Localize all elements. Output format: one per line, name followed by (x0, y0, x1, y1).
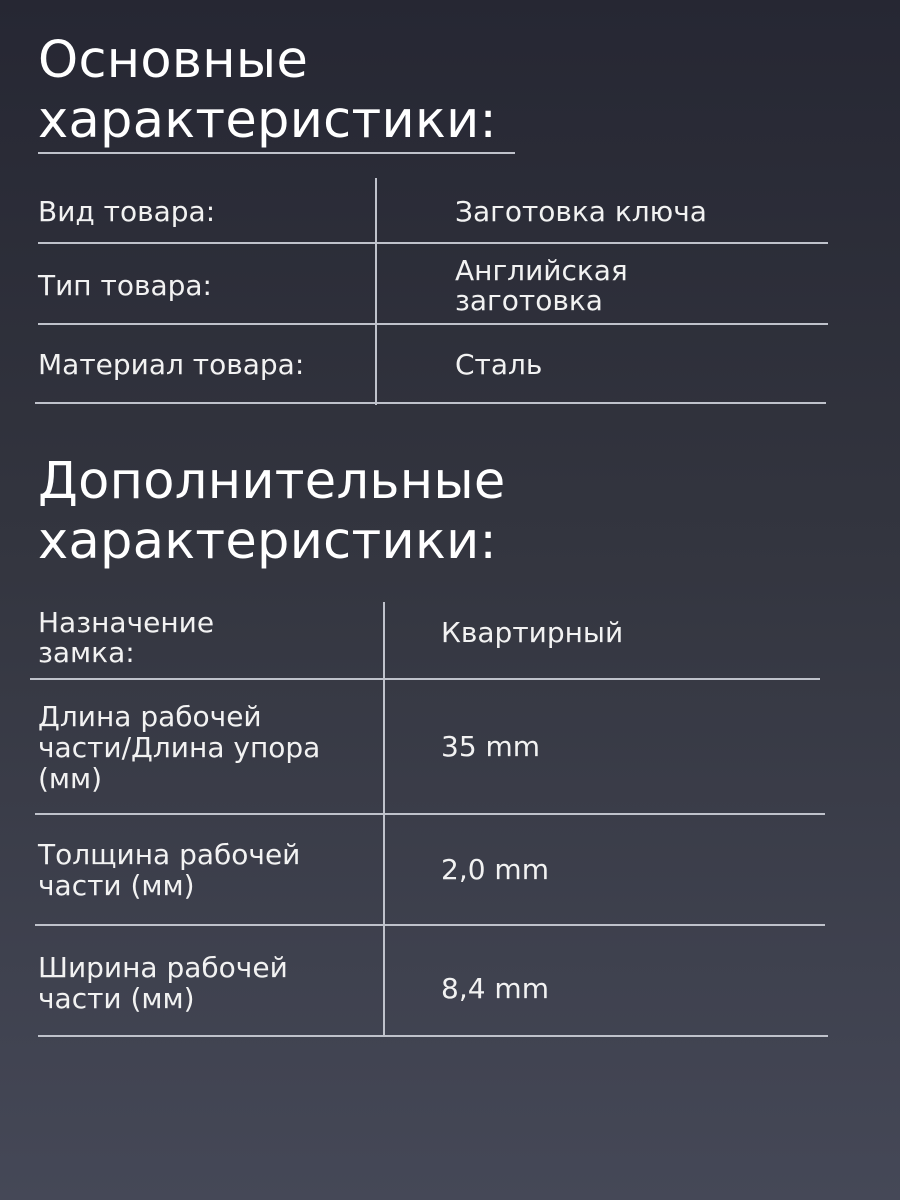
row-divider (30, 678, 820, 680)
row-value-lock-purpose: Квартирный (441, 616, 624, 649)
heading-line-1: Основные (38, 31, 309, 90)
label-line: части (мм) (38, 982, 195, 1015)
heading-line-2: характеристики: (38, 512, 497, 571)
label-line: части (мм) (38, 869, 195, 902)
label-line: части/Длина упора (38, 730, 321, 764)
value-line: заготовка (455, 284, 603, 317)
table-column-divider (375, 178, 377, 405)
label-line: Длина рабочей (38, 699, 262, 733)
row-divider (38, 1035, 828, 1037)
value-line: Английская (455, 254, 628, 287)
label-line: Толщина рабочей (38, 838, 301, 871)
extra-section-heading (38, 452, 506, 572)
row-divider (35, 402, 826, 404)
row-label-lock-purpose (38, 600, 214, 676)
table-column-divider (383, 602, 385, 1036)
row-label-product-kind: Вид товара: (38, 195, 216, 228)
label-line: Назначение (38, 606, 215, 639)
row-label-product-type: Тип товара: (38, 269, 212, 302)
label-line: (мм) (38, 761, 103, 795)
main-section-heading (38, 31, 497, 151)
row-label-working-width (38, 928, 288, 1038)
row-label-working-thickness (38, 817, 300, 923)
row-label-material: Материал товара: (38, 348, 305, 381)
row-value-product-type (455, 246, 628, 326)
row-value-working-length: 35 mm (441, 730, 541, 763)
row-value-working-thickness: 2,0 mm (441, 853, 549, 886)
heading-line-2: характеристики: (38, 91, 497, 150)
row-value-working-width: 8,4 mm (441, 972, 549, 1005)
row-divider (35, 924, 825, 926)
heading-underline (38, 152, 515, 154)
label-line: Ширина рабочей (38, 951, 288, 984)
label-line: замка: (38, 636, 135, 669)
row-divider (35, 813, 825, 815)
row-value-product-kind: Заготовка ключа (455, 195, 707, 228)
row-label-working-length (38, 682, 320, 812)
row-divider (38, 323, 828, 325)
row-value-material: Сталь (455, 348, 543, 381)
heading-line-1: Дополнительные (38, 452, 506, 511)
row-divider (38, 242, 828, 244)
